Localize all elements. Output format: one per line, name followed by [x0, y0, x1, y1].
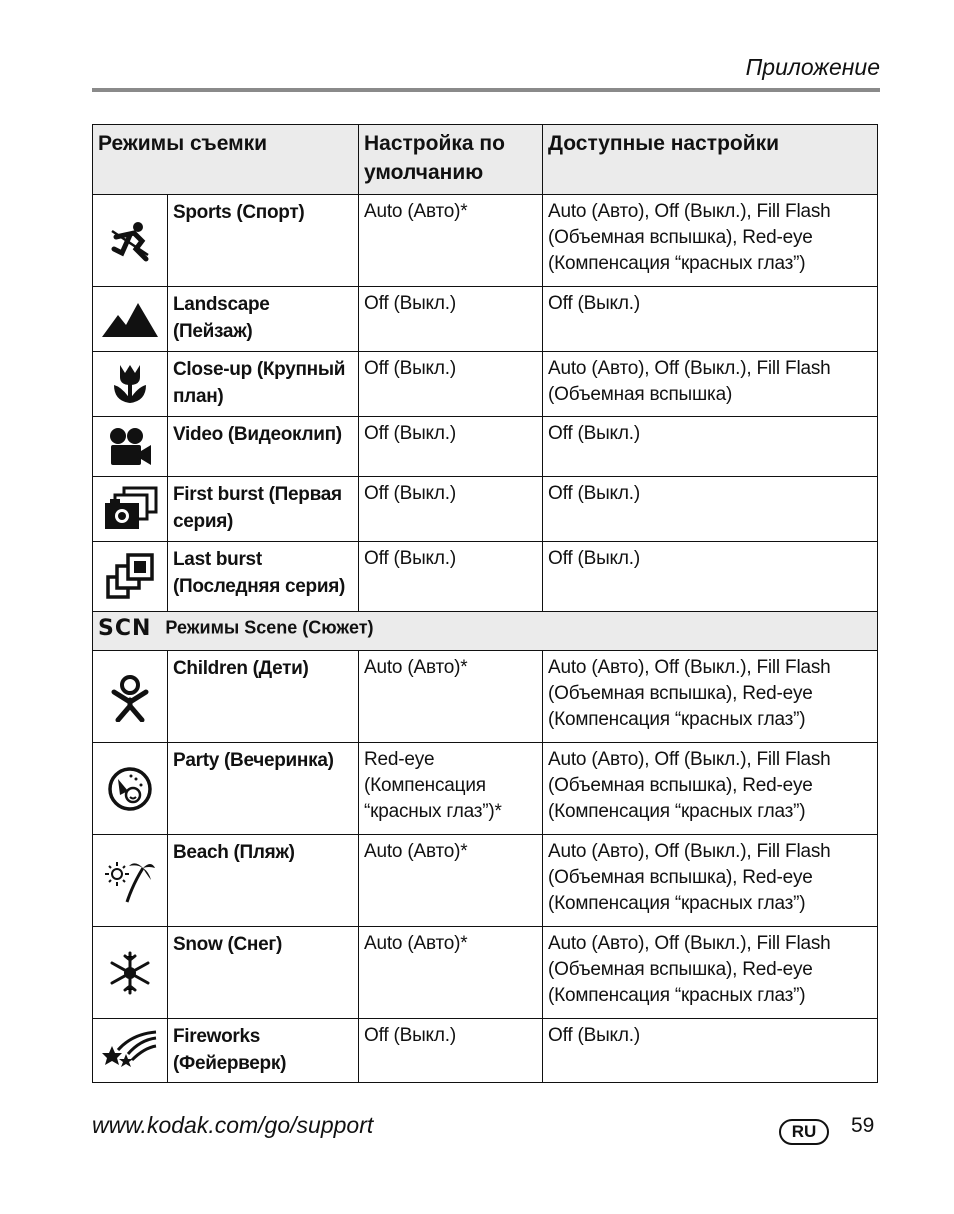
- table-row: [93, 477, 878, 542]
- table-row: [93, 835, 878, 927]
- mode-name: First burst (Первая серия): [168, 477, 359, 542]
- column-header-available: Доступные настройки: [543, 125, 878, 195]
- mode-name: Video (Видеоклип): [168, 417, 359, 477]
- landscape-icon: [93, 287, 168, 352]
- default-setting: Off (Выкл.): [359, 352, 543, 417]
- default-setting: Off (Выкл.): [359, 1019, 543, 1083]
- table-row: [93, 542, 878, 612]
- scene-section-label: Режимы Scene (Сюжет): [165, 617, 374, 638]
- default-setting: Auto (Авто)*: [359, 195, 543, 287]
- snow-icon: [93, 927, 168, 1019]
- available-settings: Auto (Авто), Off (Выкл.), Fill Flash (Объемная вспышка): [543, 352, 878, 417]
- mode-name: Fireworks (Фейерверк): [168, 1019, 359, 1083]
- table-row: [93, 417, 878, 477]
- mode-name: Beach (Пляж): [168, 835, 359, 927]
- available-settings: Off (Выкл.): [543, 1019, 878, 1083]
- available-settings: Auto (Авто), Off (Выкл.), Fill Flash (Объемная вспышка), Red-eye (Компенсация “красных глаз”): [543, 927, 878, 1019]
- table-row: [93, 927, 878, 1019]
- table-row: [93, 195, 878, 287]
- table-row: [93, 743, 878, 835]
- language-badge: RU: [779, 1119, 829, 1145]
- default-setting: Off (Выкл.): [359, 417, 543, 477]
- first-burst-icon: [93, 477, 168, 542]
- beach-icon: [93, 835, 168, 927]
- table-row: [93, 287, 878, 352]
- scn-icon: SCN: [98, 616, 152, 641]
- table-row: [93, 651, 878, 743]
- support-url: www.kodak.com/go/support: [92, 1112, 374, 1138]
- scene-section-row: [93, 612, 878, 651]
- mode-name: Party (Вечеринка): [168, 743, 359, 835]
- video-icon: [93, 417, 168, 477]
- default-setting: Auto (Авто)*: [359, 651, 543, 743]
- last-burst-icon: [93, 542, 168, 612]
- available-settings: Off (Выкл.): [543, 477, 878, 542]
- table-row: [93, 1019, 878, 1083]
- available-settings: Auto (Авто), Off (Выкл.), Fill Flash (Объемная вспышка), Red-eye (Компенсация “красных глаз”): [543, 835, 878, 927]
- column-header-default: Настройка по умолчанию: [359, 125, 543, 195]
- header-rule: [92, 88, 880, 92]
- default-setting: Off (Выкл.): [359, 542, 543, 612]
- mode-name: Last burst (Последняя серия): [168, 542, 359, 612]
- children-icon: [93, 651, 168, 743]
- mode-name: Snow (Снег): [168, 927, 359, 1019]
- available-settings: Auto (Авто), Off (Выкл.), Fill Flash (Объемная вспышка), Red-eye (Компенсация “красных глаз”): [543, 743, 878, 835]
- party-icon: [93, 743, 168, 835]
- available-settings: Off (Выкл.): [543, 542, 878, 612]
- default-setting: Auto (Авто)*: [359, 927, 543, 1019]
- mode-name: Close-up (Крупный план): [168, 352, 359, 417]
- page-number: 59: [851, 1114, 875, 1137]
- available-settings: Auto (Авто), Off (Выкл.), Fill Flash (Объемная вспышка), Red-eye (Компенсация “красных глаз”): [543, 651, 878, 743]
- default-setting: Auto (Авто)*: [359, 835, 543, 927]
- default-setting: Off (Выкл.): [359, 477, 543, 542]
- table-header-row: [93, 125, 878, 195]
- default-setting: Red-eye (Компенсация “красных глаз”)*: [359, 743, 543, 835]
- column-header-modes: Режимы съемки: [93, 125, 359, 195]
- available-settings: Auto (Авто), Off (Выкл.), Fill Flash (Объемная вспышка), Red-eye (Компенсация “красных глаз”): [543, 195, 878, 287]
- close-up-icon: [93, 352, 168, 417]
- fireworks-icon: [93, 1019, 168, 1083]
- mode-name: Children (Дети): [168, 651, 359, 743]
- mode-name: Sports (Спорт): [168, 195, 359, 287]
- sports-icon: [93, 195, 168, 287]
- page-header-title: Приложение: [745, 54, 880, 80]
- available-settings: Off (Выкл.): [543, 287, 878, 352]
- available-settings: Off (Выкл.): [543, 417, 878, 477]
- table-row: [93, 352, 878, 417]
- default-setting: Off (Выкл.): [359, 287, 543, 352]
- capture-modes-table: [92, 124, 878, 1083]
- mode-name: Landscape (Пейзаж): [168, 287, 359, 352]
